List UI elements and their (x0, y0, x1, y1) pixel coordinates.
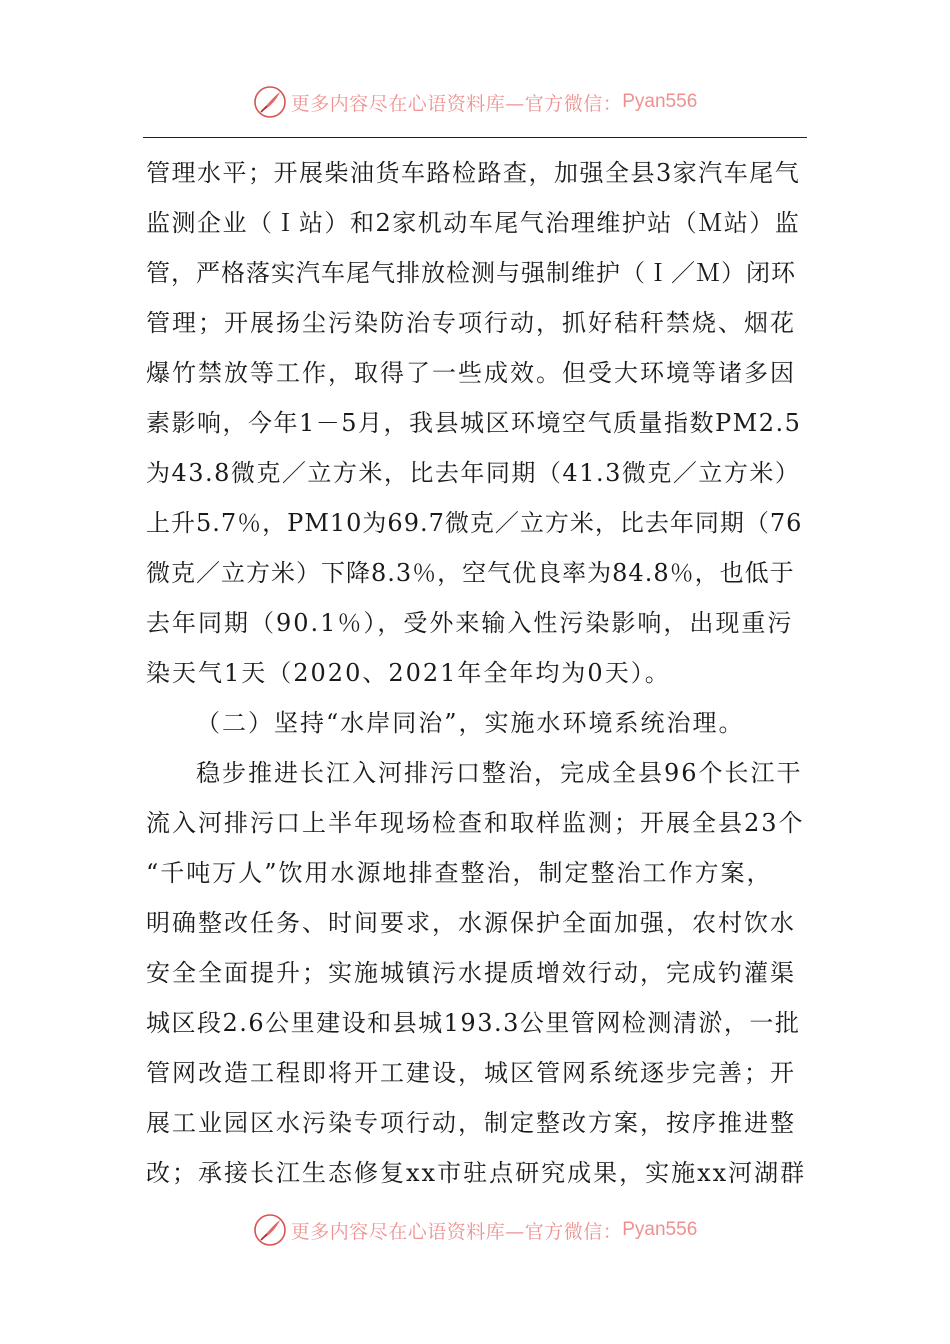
text-line: 管，严格落实汽车尾气排放检测与强制维护（Ｉ／Ｍ）闭环 (146, 259, 796, 287)
wechat-id: Pyan556 (622, 91, 698, 112)
watermark-banner-top (0, 82, 950, 122)
feather-pen-logo-icon (253, 85, 287, 119)
text-line: 素影响，今年1－5月，我县城区环境空气质量指数PM2.5 (146, 409, 802, 437)
text-line: 上升5.7％，PM10为69.7微克／立方米，比去年同期（76 (146, 509, 803, 537)
text-line: “千吨万人”饮用水源地排查整治，制定整治工作方案， (146, 859, 773, 887)
text-line: 改；承接长江生态修复xx市驻点研究成果，实施xx河湖群 (146, 1159, 807, 1187)
watermark-banner-bottom (0, 1210, 950, 1250)
text-line: 爆竹禁放等工作，取得了一些成效。但受大环境等诸多因 (146, 359, 796, 387)
paragraph-air-quality (146, 148, 806, 698)
text-line: 为43.8微克／立方米，比去年同期（41.3微克／立方米） (146, 459, 801, 487)
text-line: 城区段2.6公里建设和县城193.3公里管网检测清淤，一批 (146, 1009, 801, 1037)
text-line: 染天气1天（2020、2021年全年均为0天）。 (146, 659, 671, 687)
text-line: 管网改造工程即将开工建设，城区管网系统逐步完善；开 (146, 1059, 796, 1087)
text-line: 监测企业（Ｉ站）和2家机动车尾气治理维护站（Ｍ站）监 (146, 209, 801, 237)
watermark-text: 更多内容尽在心语资料库—官方微信： (290, 1220, 623, 1243)
text-line: 流入河排污口上半年现场检查和取样监测；开展全县23个 (146, 809, 805, 837)
feather-pen-logo-icon (253, 1213, 287, 1247)
header-divider (143, 137, 807, 138)
text-line: 去年同期（90.1％），受外来输入性污染影响，出现重污 (146, 609, 794, 637)
document-body (146, 148, 806, 1198)
section-heading-water: （二）坚持“水岸同治”，实施水环境系统治理。 (196, 709, 745, 737)
text-line: 微克／立方米）下降8.3％，空气优良率为84.8％，也低于 (146, 559, 795, 587)
text-line: 安全全面提升；实施城镇污水提质增效行动，完成钓灌渠 (146, 959, 796, 987)
wechat-id: Pyan556 (622, 1219, 698, 1240)
watermark-text: 更多内容尽在心语资料库—官方微信： (290, 92, 623, 115)
text-line: 管理；开展扬尘污染防治专项行动，抓好秸秆禁烧、烟花 (146, 309, 796, 337)
text-line: 管理水平；开展柴油货车路检路查，加强全县3家汽车尾气 (146, 159, 801, 187)
text-line: 稳步推进长江入河排污口整治，完成全县96个长江干 (196, 759, 803, 787)
text-line: 明确整改任务、时间要求，水源保护全面加强，农村饮水 (146, 909, 796, 937)
text-line: 展工业园区水污染专项行动，制定整改方案，按序推进整 (146, 1109, 796, 1137)
paragraph-water-governance (146, 748, 806, 1198)
